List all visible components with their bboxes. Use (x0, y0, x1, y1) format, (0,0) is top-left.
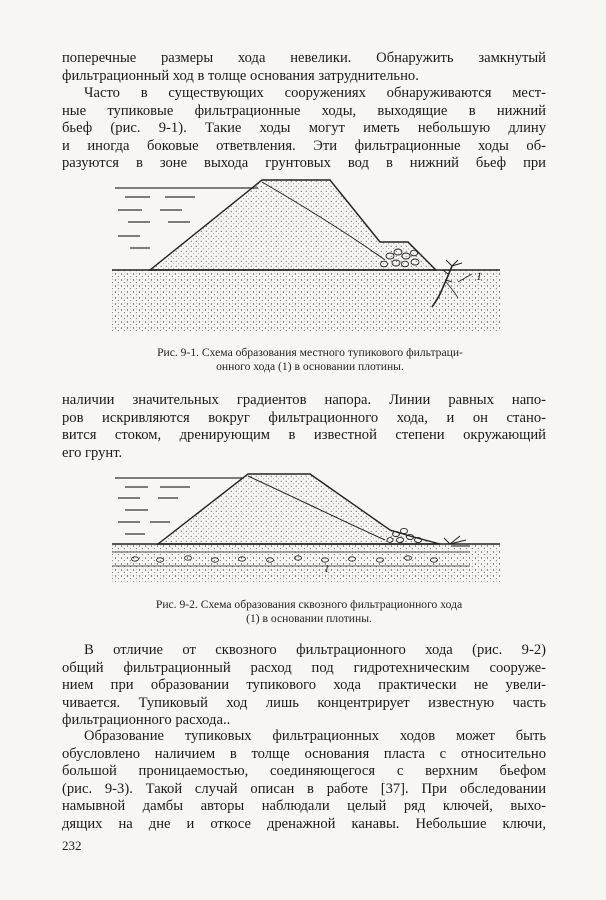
text-line: В отличие от сквозного фильтрационного хода (рис. 9-2) (84, 642, 546, 658)
caption-line: Рис. 9-1. Схема образования местного тупикового фильтраци- (157, 346, 463, 359)
foundation-soil (112, 544, 500, 582)
figure-9-2-diagram (0, 460, 606, 590)
text-line: вится стоком, дренирующим в известной степени окружающий (62, 427, 546, 444)
text-line: ные тупиковые фильтрационные ходы, выходящие в нижний (62, 102, 546, 119)
paragraph-4 (62, 642, 546, 730)
paragraph-5 (62, 728, 546, 834)
channel-label: 1 (476, 269, 482, 283)
text-line: дящих на дне и откосе дренажной канавы. Небольшие ключи, (62, 815, 546, 832)
paragraph-1 (62, 50, 546, 85)
text-line: наличии значительных градиентов напора. Линии равных напо- (62, 392, 546, 408)
dam-body (158, 474, 440, 544)
text-line: и иногда боковые ответвления. Эти фильтрационные ходы об- (62, 137, 546, 154)
foundation-soil (112, 270, 500, 332)
text-line: обусловлено наличием в толще основания пласта с относительно (62, 745, 546, 762)
text-line: намывной дамбы авторы наблюдали целый ряд ключей, выхо- (62, 798, 546, 815)
dam-body (150, 180, 436, 270)
text-line: чивается. Тупиковый ход лишь концентрирует известную часть (62, 694, 546, 711)
text-line: бьеф (рис. 9-1). Такие ходы могут иметь небольшую длину (62, 120, 546, 137)
text-line: фильтрационного расхода.. (62, 712, 231, 729)
figure-9-1-diagram (0, 170, 606, 340)
caption-line: (1) в основании плотины. (246, 612, 372, 625)
text-line: (рис. 9-3). Такой случай описан в работе [37]. При обследовании (62, 780, 546, 797)
figure-9-2-caption (96, 598, 522, 626)
text-line: общий фильтрационный расход под гидротехническим сооруже- (62, 659, 546, 676)
text-line: Образование тупиковых фильтрационных ходов может быть (84, 728, 546, 744)
caption-line: онного хода (1) в основании плотины. (216, 360, 404, 373)
text-line: поперечные размеры хода невелики. Обнаружить замкнутый (62, 50, 546, 66)
text-line: нием при образовании тупикового хода практически не увели- (62, 677, 546, 694)
text-line: его грунт. (62, 444, 123, 461)
caption-line: Рис. 9-2. Схема образования сквозного фильтрационного хода (155, 598, 463, 611)
text-line: Часто в существующих сооружениях обнаруживаются мест- (84, 85, 546, 101)
text-line: фильтрационный ход в толще основания затруднительно. (62, 67, 419, 84)
paragraph-3 (62, 392, 546, 462)
text-line: разуются в зоне выхода грунтовых вод в нижний бьеф при (62, 155, 546, 172)
paragraph-2 (62, 85, 546, 173)
figure-9-1-caption (100, 346, 520, 374)
page-number: 232 (62, 838, 82, 853)
channel-label: 1 (324, 563, 330, 575)
text-line: большой проницаемостью, соединяющегося с верхним бьефом (62, 763, 546, 780)
text-line: ров искривляются вокруг фильтрационного хода, и он стано- (62, 409, 546, 426)
